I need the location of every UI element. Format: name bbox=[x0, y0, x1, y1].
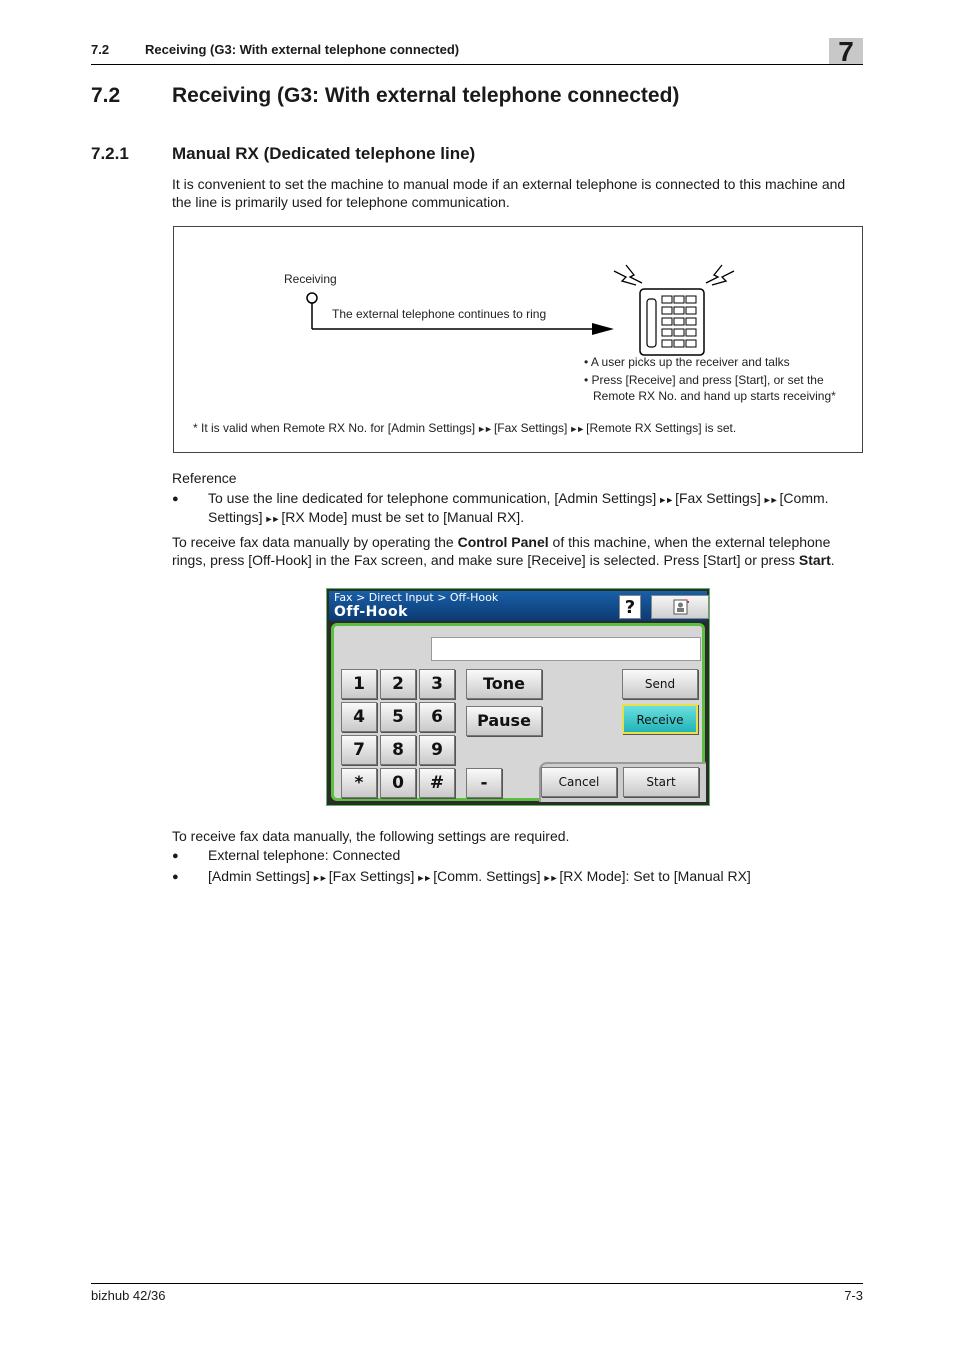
receiving-label: Receiving bbox=[284, 272, 337, 286]
double-arrow-icon: ►► bbox=[477, 424, 491, 434]
key-star[interactable]: * bbox=[341, 768, 377, 798]
address-book-icon bbox=[672, 599, 690, 615]
requirement-item-1: External telephone: Connected bbox=[208, 847, 401, 863]
address-book-button[interactable] bbox=[651, 595, 709, 619]
pause-button[interactable]: Pause bbox=[466, 706, 542, 736]
footer-product: bizhub 42/36 bbox=[91, 1288, 166, 1303]
start-button[interactable]: Start bbox=[623, 767, 699, 797]
header-rule bbox=[91, 64, 863, 65]
reference-label: Reference bbox=[172, 470, 237, 486]
bullet-icon: ● bbox=[172, 493, 179, 505]
ring-label: The external telephone continues to ring bbox=[332, 307, 547, 321]
requirements-intro: To receive fax data manually, the following settings are required. bbox=[172, 828, 570, 844]
diagram-graphic bbox=[174, 227, 862, 452]
key-2[interactable]: 2 bbox=[380, 669, 416, 699]
help-button[interactable]: ? bbox=[619, 595, 641, 619]
key-1[interactable]: 1 bbox=[341, 669, 377, 699]
key-hash[interactable]: # bbox=[419, 768, 455, 798]
key-7[interactable]: 7 bbox=[341, 735, 377, 765]
requirement-item-2: [Admin Settings] ►► [Fax Settings] ►► [Comm. Settings] ►► [RX Mode]: Set to [Manual RX] bbox=[208, 868, 751, 884]
double-arrow-icon: ►► bbox=[762, 495, 777, 505]
heading2-number: 7.2.1 bbox=[91, 144, 129, 163]
heading2-title: Manual RX (Dedicated telephone line) bbox=[172, 144, 476, 163]
procedure-paragraph: To receive fax data manually by operating the Control Panel of this machine, when the external telephone rings, press [Off-Hook] in the Fax screen, and make sure [Receive] is selected. Press [Start] or press Start. bbox=[172, 534, 835, 568]
double-arrow-icon: ►► bbox=[416, 873, 431, 883]
key-5[interactable]: 5 bbox=[380, 702, 416, 732]
keypad-area bbox=[331, 623, 705, 801]
double-arrow-icon: ►► bbox=[569, 424, 584, 434]
bullet-icon: ● bbox=[172, 850, 179, 862]
key-9[interactable]: 9 bbox=[419, 735, 455, 765]
key-8[interactable]: 8 bbox=[380, 735, 416, 765]
heading1-number: 7.2 bbox=[91, 84, 121, 107]
breadcrumb: Fax > Direct Input > Off-Hook bbox=[334, 591, 499, 604]
diagram-bullet-2-line-1: • Press [Receive] and press [Start], or set the bbox=[584, 373, 824, 387]
intro-line-1: It is convenient to set the machine to manual mode if an external telephone is connected to this machine and bbox=[172, 176, 846, 192]
bullet-icon: ● bbox=[172, 871, 179, 883]
footer-rule bbox=[91, 1283, 863, 1284]
number-input-field[interactable] bbox=[431, 637, 701, 661]
tone-button[interactable]: Tone bbox=[466, 669, 542, 699]
screen-title-bar bbox=[329, 591, 707, 621]
key-0[interactable]: 0 bbox=[380, 768, 416, 798]
diagram-bullet-2-line-2: Remote RX No. and hand up starts receiving* bbox=[593, 389, 836, 403]
double-arrow-icon: ►► bbox=[311, 873, 326, 883]
intro-line-2: the line is primarily used for telephone communication. bbox=[172, 194, 510, 210]
receiving-diagram bbox=[173, 226, 863, 453]
heading1-title: Receiving (G3: With external telephone connected) bbox=[172, 84, 680, 107]
diagram-footnote: * It is valid when Remote RX No. for [Admin Settings] ►► [Fax Settings] ►► [Remote RX Settings] is set. bbox=[193, 421, 737, 435]
intro-paragraph bbox=[172, 175, 864, 211]
key-4[interactable]: 4 bbox=[341, 702, 377, 732]
cancel-button[interactable]: Cancel bbox=[541, 767, 617, 797]
diagram-bullet-1: • A user picks up the receiver and talks bbox=[584, 355, 790, 369]
send-button[interactable]: Send bbox=[622, 669, 698, 699]
double-arrow-icon: ►► bbox=[542, 873, 557, 883]
key-3[interactable]: 3 bbox=[419, 669, 455, 699]
header-section-title: Receiving (G3: With external telephone connected) bbox=[145, 42, 460, 57]
receive-button[interactable]: Receive bbox=[622, 704, 698, 734]
header-section-number: 7.2 bbox=[91, 42, 110, 57]
double-arrow-icon: ►► bbox=[658, 495, 673, 505]
dash-button[interactable]: - bbox=[466, 768, 502, 798]
screen-mode-title: Off-Hook bbox=[334, 604, 408, 620]
footer-page-number: 7-3 bbox=[844, 1288, 863, 1303]
double-arrow-icon: ►► bbox=[264, 514, 279, 524]
reference-item: To use the line dedicated for telephone communication, [Admin Settings] ►► [Fax Settings] ►► [Comm. Settings] ►► [RX Mode] must be set to [Manual RX]. bbox=[208, 490, 829, 525]
key-6[interactable]: 6 bbox=[419, 702, 455, 732]
chapter-number: 7 bbox=[838, 36, 854, 67]
fax-offhook-screen bbox=[326, 588, 710, 806]
